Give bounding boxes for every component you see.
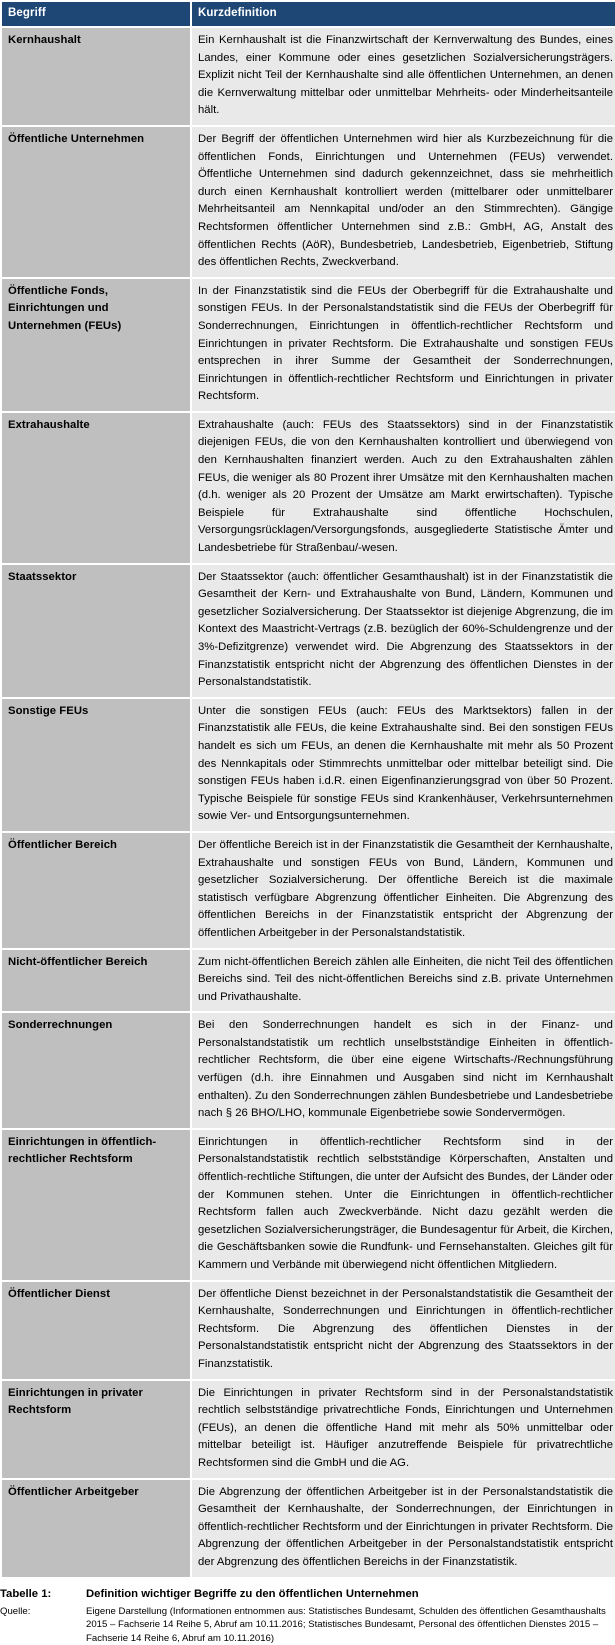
definition-cell: Unter die sonstigen FEUs (auch: FEUs des Marktsektors) fallen in der Finanzstatistik alle FEUs, die keine Extrahaushalte sind. Bei den sonstigen FEUs handelt es sich um FEUs, an denen die Kernhaushalte mit mehr als 50 Prozent des Nennkapitals oder Stimmrechts unmittelbar oder mittelbar beteiligt sind. Die sonstigen FEUs haben i.d.R. einen Eigenfinanzierungsgrad von über 50 Prozent. Typische Beispiele für sonstige FEUs sind Krankenhäuser, Verkehrsunternehmen sowie Ver- und Entsorgungsunternehmen.	[192, 699, 615, 831]
table-row	[2, 833, 615, 948]
definition-cell: Der Begriff der öffentlichen Unternehmen wird hier als Kurzbezeichnung für die öffentlichen Fonds, Einrichtungen und Unternehmen (FEUs) verwendet. Öffentliche Unternehmen sind dadurch gekennzeichnet, dass sie mehrheitlich durch einen Kernhaushalt kontrolliert werden (mittelbarer oder unmittelbarer Mehrheitsanteil am Nennkapital und/oder an den Stimmrechten). Gängige Rechtsformen öffentlicher Unternehmen sind z.B.: GmbH, AG, Anstalt des öffentlichen Rechts (AöR), Bundesbetrieb, Landesbetrieb, Eigenbetrieb, Stiftung des öffentlichen Rechts, Zweckverband.	[192, 127, 615, 277]
table-caption	[0, 1587, 615, 1602]
definition-cell: Die Einrichtungen in privater Rechtsform sind in der Personalstandstatistik rechtlich selbstständige privatrechtliche Fonds, Einrichtungen und Unternehmen (FEUs), an denen die öffentliche Hand mit mehr als 50% unmittelbar oder mittelbar beteiligt ist. Häufiger anzutreffende Beispiele für privatrechtliche Rechtsformen sind die GmbH und die AG.	[192, 1381, 615, 1478]
caption-block	[0, 1579, 615, 1645]
table-header	[2, 2, 615, 26]
table-row	[2, 950, 615, 1012]
definition-cell: Der Staatssektor (auch: öffentlicher Gesamthaushalt) ist in der Finanzstatistik die Gesamtheit der Kern- und Extrahaushalte von Bund, Ländern, Kommunen und gesetzlicher Sozialversicherung. Der Staatssektor ist diejenige Abgrenzung, die im Kontext des Maastricht-Vertrags (z.B. bezüglich der 60%-Schuldengrenze und der 3%-Defizitgrenze) verwendet wird. Die Abgrenzung des Staatssektors in der Finanzstatistik entspricht nicht der Abgrenzung des öffentlichen Dienstes in der Personalstandstatistik.	[192, 565, 615, 697]
term-cell: Extrahaushalte	[2, 413, 190, 563]
table-row	[2, 279, 615, 411]
term-cell: Staatssektor	[2, 565, 190, 697]
table-row	[2, 699, 615, 831]
table-row	[2, 1130, 615, 1280]
table-row	[2, 127, 615, 277]
term-cell: Öffentliche Fonds, Einrichtungen und Unternehmen (FEUs)	[2, 279, 190, 411]
definition-cell: Zum nicht-öffentlichen Bereich zählen alle Einheiten, die nicht Teil des öffentlichen Bereichs sind. Teil des nicht-öffentlichen Bereichs sind z.B. private Unternehmen und Privathaushalte.	[192, 950, 615, 1012]
table-row	[2, 565, 615, 697]
term-cell: Öffentlicher Bereich	[2, 833, 190, 948]
caption-title: Definition wichtiger Begriffe zu den öffentlichen Unternehmen	[86, 1587, 419, 1602]
term-cell: Einrichtungen in öffentlich-rechtlicher Rechtsform	[2, 1130, 190, 1280]
term-cell: Öffentlicher Dienst	[2, 1282, 190, 1379]
column-header-definition: Kurzdefinition	[192, 2, 615, 26]
source-text: Eigene Darstellung (Informationen entnommen aus: Statistisches Bundesamt, Schulden des öffentlichen Gesamthaushalts 2015 – Fachserie 14 Reihe 5, Abruf am 10.11.2016; Statistisches Bundesamt, Personal des öffentlichen Dienstes 2015 – Fachserie 14 Reihe 6, Abruf am 10.11.2016)	[86, 1605, 615, 1645]
term-cell: Nicht-öffentlicher Bereich	[2, 950, 190, 1012]
table-header-row	[2, 2, 615, 26]
table-row	[2, 1480, 615, 1577]
caption-label: Tabelle 1:	[0, 1587, 86, 1602]
table-row	[2, 28, 615, 125]
term-cell: Sonderrechnungen	[2, 1013, 190, 1128]
source-label: Quelle:	[0, 1605, 86, 1619]
term-cell: Öffentlicher Arbeitgeber	[2, 1480, 190, 1577]
definition-cell: Die Abgrenzung der öffentlichen Arbeitgeber ist in der Personalstandstatistik die Gesamtheit der Kernhaushalte, der Sonderrechnungen, der Einrichtungen in öffentlich-rechtlicher Rechtsform und der Einrichtungen in privater Rechtsform. Die Abgrenzung der öffentlichen Arbeitgeber in der Personalstandstatistik entspricht der Abgrenzung des öffentlichen Bereichs in der Finanzstatistik.	[192, 1480, 615, 1577]
term-cell: Sonstige FEUs	[2, 699, 190, 831]
definition-cell: Einrichtungen in öffentlich-rechtlicher Rechtsform sind in der Personalstandstatistik rechtlich selbstständige Körperschaften, Anstalten und öffentlich-rechtliche Stiftungen, die unter der Aufsicht des Bundes, der Länder oder der Kommunen stehen. Unter die Einrichtungen in öffentlich-rechtlicher Rechtsform fallen auch Zweckverbände. Nicht dazu gezählt werden die gesetzlichen Sozialversicherungsträger, die Bundesagentur für Arbeit, die Kirchen, die Geschäftsbanken sowie die Rundfunk- und Fernsehanstalten. Gleiches gilt für Kammern und Verbände mit überwiegend nicht öffentlichen Mitgliedern.	[192, 1130, 615, 1280]
table-row	[2, 1381, 615, 1478]
definition-cell: Der öffentliche Bereich ist in der Finanzstatistik die Gesamtheit der Kernhaushalte, Extrahaushalte und sonstigen FEUs von Bund, Ländern, Kommunen und gesetzlicher Sozialversicherung. Der öffentliche Bereich ist die maximale statistisch verfügbare Abgrenzung öffentlicher Einheiten. Die Abgrenzung des öffentlichen Bereichs in der Finanzstatistik entspricht der Abgrenzung der öffentlichen Arbeitgeber in der Personalstandstatistik.	[192, 833, 615, 948]
table-body	[2, 28, 615, 1577]
definition-cell: Ein Kernhaushalt ist die Finanzwirtschaft der Kernverwaltung des Bundes, eines Landes, einer Kommune oder eines gesetzlichen Sozialversicherungsträgers. Explizit nicht Teil der Kernhaushalte sind alle öffentlichen Unternehmen, an denen die Kernverwaltung mittelbar oder unmittelbar Mehrheits- oder Minderheitsanteile hält.	[192, 28, 615, 125]
definition-cell: Extrahaushalte (auch: FEUs des Staatssektors) sind in der Finanzstatistik diejenigen FEUs, die von den Kernhaushalten kontrolliert und überwiegend von den Kernhaushalten finanziert werden. Auch zu den Extrahaushalten zählen FEUs, die weniger als 80 Prozent ihrer Umsätze mit den Kernhaushalten machen (d.h. weniger als 20 Prozent der Umsätze am Markt erwirtschaften). Typische Beispiele für Extrahaushalte sind öffentliche Hochschulen, Versorgungsrücklagen/Versorgungsfonds, ausgegliederte Statistische Ämter und Landesbetriebe für Straßenbau/-wesen.	[192, 413, 615, 563]
table-row	[2, 413, 615, 563]
table-row	[2, 1282, 615, 1379]
source-note	[0, 1605, 615, 1645]
term-cell: Öffentliche Unternehmen	[2, 127, 190, 277]
column-header-term: Begriff	[2, 2, 190, 26]
term-cell: Kernhaushalt	[2, 28, 190, 125]
definition-cell: In der Finanzstatistik sind die FEUs der Oberbegriff für die Extrahaushalte und sonstigen FEUs. In der Personalstandstatistik sind die FEUs der Oberbegriff für Sonderrechnungen, Einrichtungen in öffentlich-rechtlicher Rechtsform und Einrichtungen in privater Rechtsform. Die Extrahaushalte und sonstigen FEUs entsprechen in ihrer Summe der Gesamtheit der Sonderrechnungen, Einrichtungen in öffentlich-rechtlicher Rechtsform und Einrichtungen in privater Rechtsform.	[192, 279, 615, 411]
term-cell: Einrichtungen in privater Rechtsform	[2, 1381, 190, 1478]
definition-cell: Bei den Sonderrechnungen handelt es sich in der Finanz- und Personalstandstatistik um rechtlich unselbstständige Einheiten in öffentlich-rechtlicher Rechtsform, die über eine eigene Wirtschafts-/Rechnungsführung verfügen (d.h. ihre Einnahmen und Ausgaben sind nicht im Kernhaushalt enthalten). Zu den Sonderrechnungen zählen Bundesbetriebe und Landesbetriebe nach § 26 BHO/LHO, kommunale Eigenbetriebe sowie Sondervermögen.	[192, 1013, 615, 1128]
definition-cell: Der öffentliche Dienst bezeichnet in der Personalstandstatistik die Gesamtheit der Kernhaushalte, Sonderrechnungen und Einrichtungen in öffentlich-rechtlicher Rechtsform. Die Abgrenzung des öffentlichen Dienstes in der Personalstandstatistik entspricht nicht der Abgrenzung des Staatssektors in der Finanzstatistik.	[192, 1282, 615, 1379]
table-row	[2, 1013, 615, 1128]
